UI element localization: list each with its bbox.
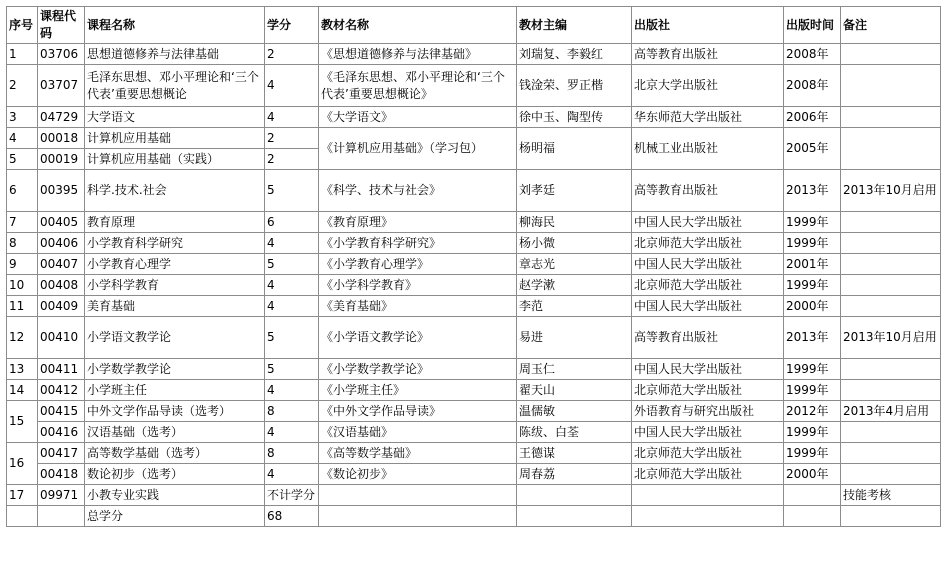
cell-publisher: 华东师范大学出版社 [632,107,784,128]
curriculum-table [6,6,941,527]
cell-publisher: 中国人民大学出版社 [632,296,784,317]
cell-code: 00395 [38,170,85,212]
cell-date: 2012年 [784,401,841,422]
cell-course: 大学语文 [85,107,265,128]
table-row [7,233,941,254]
cell-credit: 4 [265,380,319,401]
cell-credit: 4 [265,107,319,128]
header-date: 出版时间 [784,7,841,44]
cell-textbook: 《美育基础》 [319,296,517,317]
cell-editor: 李范 [517,296,632,317]
table-row [7,359,941,380]
cell-code: 00411 [38,359,85,380]
cell-credit: 4 [265,275,319,296]
cell-course: 高等数学基础（选考） [85,443,265,464]
cell-credit: 5 [265,170,319,212]
cell-note [841,422,941,443]
cell-seq: 17 [7,485,38,506]
table-row [7,296,941,317]
cell-note: 技能考核 [841,485,941,506]
cell-editor: 柳海民 [517,212,632,233]
cell-note [841,107,941,128]
cell-course: 教育原理 [85,212,265,233]
cell-note [841,296,941,317]
cell-course: 小学数学教学论 [85,359,265,380]
cell-date: 2000年 [784,296,841,317]
cell-code: 00409 [38,296,85,317]
cell-date: 2001年 [784,254,841,275]
table-row [7,464,941,485]
table-row [7,212,941,233]
cell-note [841,65,941,107]
cell-seq: 13 [7,359,38,380]
header-publisher: 出版社 [632,7,784,44]
cell-empty [784,506,841,527]
cell-date: 1999年 [784,275,841,296]
cell-date: 2013年 [784,317,841,359]
table-row [7,443,941,464]
cell-note [841,443,941,464]
cell-seq: 8 [7,233,38,254]
cell-credit: 5 [265,254,319,275]
table-row [7,44,941,65]
table-row [7,401,941,422]
cell-editor: 赵学漱 [517,275,632,296]
cell-editor: 温儒敏 [517,401,632,422]
cell-course: 计算机应用基础（实践） [85,149,265,170]
cell-note [841,464,941,485]
cell-credit: 2 [265,44,319,65]
cell-editor: 章志光 [517,254,632,275]
cell-publisher: 机械工业出版社 [632,128,784,170]
header-note: 备注 [841,7,941,44]
header-credit: 学分 [265,7,319,44]
cell-code: 00406 [38,233,85,254]
cell-code: 03706 [38,44,85,65]
cell-credit: 5 [265,359,319,380]
cell-textbook [319,485,517,506]
cell-date: 2005年 [784,128,841,170]
cell-note [841,128,941,170]
cell-course: 小学教育科学研究 [85,233,265,254]
cell-editor: 刘孝廷 [517,170,632,212]
cell-note [841,233,941,254]
cell-code: 03707 [38,65,85,107]
cell-code: 00416 [38,422,85,443]
cell-publisher: 北京师范大学出版社 [632,443,784,464]
table-row [7,107,941,128]
cell-publisher: 中国人民大学出版社 [632,422,784,443]
total-label: 总学分 [85,506,265,527]
table-row [7,128,941,149]
cell-credit: 4 [265,65,319,107]
cell-note [841,359,941,380]
cell-seq: 4 [7,128,38,149]
cell-seq: 3 [7,107,38,128]
cell-course: 小学教育心理学 [85,254,265,275]
cell-seq: 2 [7,65,38,107]
cell-editor: 周春荔 [517,464,632,485]
cell-editor: 王德谋 [517,443,632,464]
cell-textbook: 《大学语文》 [319,107,517,128]
cell-code: 00412 [38,380,85,401]
cell-seq: 15 [7,401,38,443]
cell-course: 思想道德修养与法律基础 [85,44,265,65]
cell-note [841,212,941,233]
cell-seq: 7 [7,212,38,233]
cell-textbook: 《中外文学作品导读》 [319,401,517,422]
cell-credit: 5 [265,317,319,359]
cell-date: 2013年 [784,170,841,212]
cell-textbook: 《小学语文教学论》 [319,317,517,359]
cell-textbook: 《数论初步》 [319,464,517,485]
cell-note [841,44,941,65]
cell-credit: 2 [265,128,319,149]
cell-code: 00407 [38,254,85,275]
cell-seq: 6 [7,170,38,212]
cell-code: 00018 [38,128,85,149]
cell-credit: 4 [265,296,319,317]
cell-course: 汉语基础（选考） [85,422,265,443]
cell-credit: 8 [265,443,319,464]
table-row [7,317,941,359]
cell-date: 1999年 [784,233,841,254]
cell-code [38,506,85,527]
cell-course: 毛泽东思想、邓小平理论和‘三个代表’重要思想概论 [85,65,265,107]
cell-note: 2013年4月启用 [841,401,941,422]
table-row [7,275,941,296]
cell-publisher: 北京师范大学出版社 [632,380,784,401]
cell-editor [517,485,632,506]
cell-textbook: 《科学、技术与社会》 [319,170,517,212]
cell-credit: 4 [265,422,319,443]
cell-date: 1999年 [784,443,841,464]
cell-course: 小教专业实践 [85,485,265,506]
cell-editor: 翟天山 [517,380,632,401]
cell-empty [319,506,517,527]
cell-empty [841,506,941,527]
cell-editor: 杨小微 [517,233,632,254]
cell-textbook: 《汉语基础》 [319,422,517,443]
cell-code: 00415 [38,401,85,422]
cell-seq: 5 [7,149,38,170]
total-row [7,506,941,527]
cell-note [841,380,941,401]
cell-date: 1999年 [784,380,841,401]
cell-textbook: 《教育原理》 [319,212,517,233]
cell-textbook: 《小学教育心理学》 [319,254,517,275]
cell-editor: 徐中玉、陶型传 [517,107,632,128]
cell-credit: 6 [265,212,319,233]
cell-editor: 杨明福 [517,128,632,170]
cell-date: 2008年 [784,65,841,107]
cell-code: 00418 [38,464,85,485]
cell-publisher: 北京师范大学出版社 [632,233,784,254]
cell-credit: 4 [265,233,319,254]
cell-publisher: 外语教育与研究出版社 [632,401,784,422]
cell-seq: 9 [7,254,38,275]
cell-course: 科学.技术.社会 [85,170,265,212]
cell-textbook: 《小学教育科学研究》 [319,233,517,254]
cell-code: 09971 [38,485,85,506]
cell-note [841,254,941,275]
cell-date [784,485,841,506]
cell-date: 1999年 [784,422,841,443]
cell-textbook: 《小学数学教学论》 [319,359,517,380]
cell-credit: 2 [265,149,319,170]
cell-publisher: 高等教育出版社 [632,44,784,65]
cell-course: 美育基础 [85,296,265,317]
cell-date: 2000年 [784,464,841,485]
cell-publisher: 北京师范大学出版社 [632,275,784,296]
header-course: 课程名称 [85,7,265,44]
cell-code: 00410 [38,317,85,359]
cell-editor: 刘瑞复、李毅红 [517,44,632,65]
cell-code: 04729 [38,107,85,128]
cell-textbook: 《毛泽东思想、邓小平理论和‘三个代表’重要思想概论》 [319,65,517,107]
cell-publisher: 中国人民大学出版社 [632,212,784,233]
cell-textbook: 《高等数学基础》 [319,443,517,464]
cell-course: 中外文学作品导读（选考） [85,401,265,422]
cell-textbook: 《小学班主任》 [319,380,517,401]
cell-seq: 1 [7,44,38,65]
header-code: 课程代码 [38,7,85,44]
cell-credit: 8 [265,401,319,422]
table-row [7,170,941,212]
cell-credit: 4 [265,464,319,485]
header-seq: 序号 [7,7,38,44]
cell-note: 2013年10月启用 [841,317,941,359]
cell-publisher [632,485,784,506]
cell-date: 1999年 [784,359,841,380]
cell-empty [517,506,632,527]
cell-editor: 周玉仁 [517,359,632,380]
cell-seq [7,506,38,527]
table-row [7,485,941,506]
cell-seq: 11 [7,296,38,317]
cell-editor: 钱淦荣、罗正楷 [517,65,632,107]
cell-note [841,275,941,296]
cell-editor: 易进 [517,317,632,359]
cell-publisher: 北京师范大学出版社 [632,464,784,485]
cell-course: 小学科学教育 [85,275,265,296]
cell-textbook: 《思想道德修养与法律基础》 [319,44,517,65]
table-row [7,254,941,275]
cell-date: 1999年 [784,212,841,233]
cell-code: 00405 [38,212,85,233]
cell-seq: 12 [7,317,38,359]
cell-seq: 10 [7,275,38,296]
cell-seq: 14 [7,380,38,401]
cell-date: 2008年 [784,44,841,65]
cell-empty [632,506,784,527]
cell-course: 计算机应用基础 [85,128,265,149]
cell-editor: 陈绂、白荃 [517,422,632,443]
cell-note: 2013年10月启用 [841,170,941,212]
cell-textbook: 《计算机应用基础》（学习包） [319,128,517,170]
cell-course: 数论初步（选考） [85,464,265,485]
header-row [7,7,941,44]
cell-publisher: 中国人民大学出版社 [632,359,784,380]
total-credit: 68 [265,506,319,527]
cell-publisher: 北京大学出版社 [632,65,784,107]
cell-textbook: 《小学科学教育》 [319,275,517,296]
cell-date: 2006年 [784,107,841,128]
cell-code: 00408 [38,275,85,296]
cell-credit: 不计学分 [265,485,319,506]
cell-code: 00019 [38,149,85,170]
cell-code: 00417 [38,443,85,464]
table-row [7,380,941,401]
cell-publisher: 高等教育出版社 [632,317,784,359]
header-editor: 教材主编 [517,7,632,44]
cell-publisher: 高等教育出版社 [632,170,784,212]
cell-publisher: 中国人民大学出版社 [632,254,784,275]
cell-course: 小学语文教学论 [85,317,265,359]
header-textbook: 教材名称 [319,7,517,44]
cell-seq: 16 [7,443,38,485]
table-row [7,422,941,443]
cell-course: 小学班主任 [85,380,265,401]
table-row [7,65,941,107]
